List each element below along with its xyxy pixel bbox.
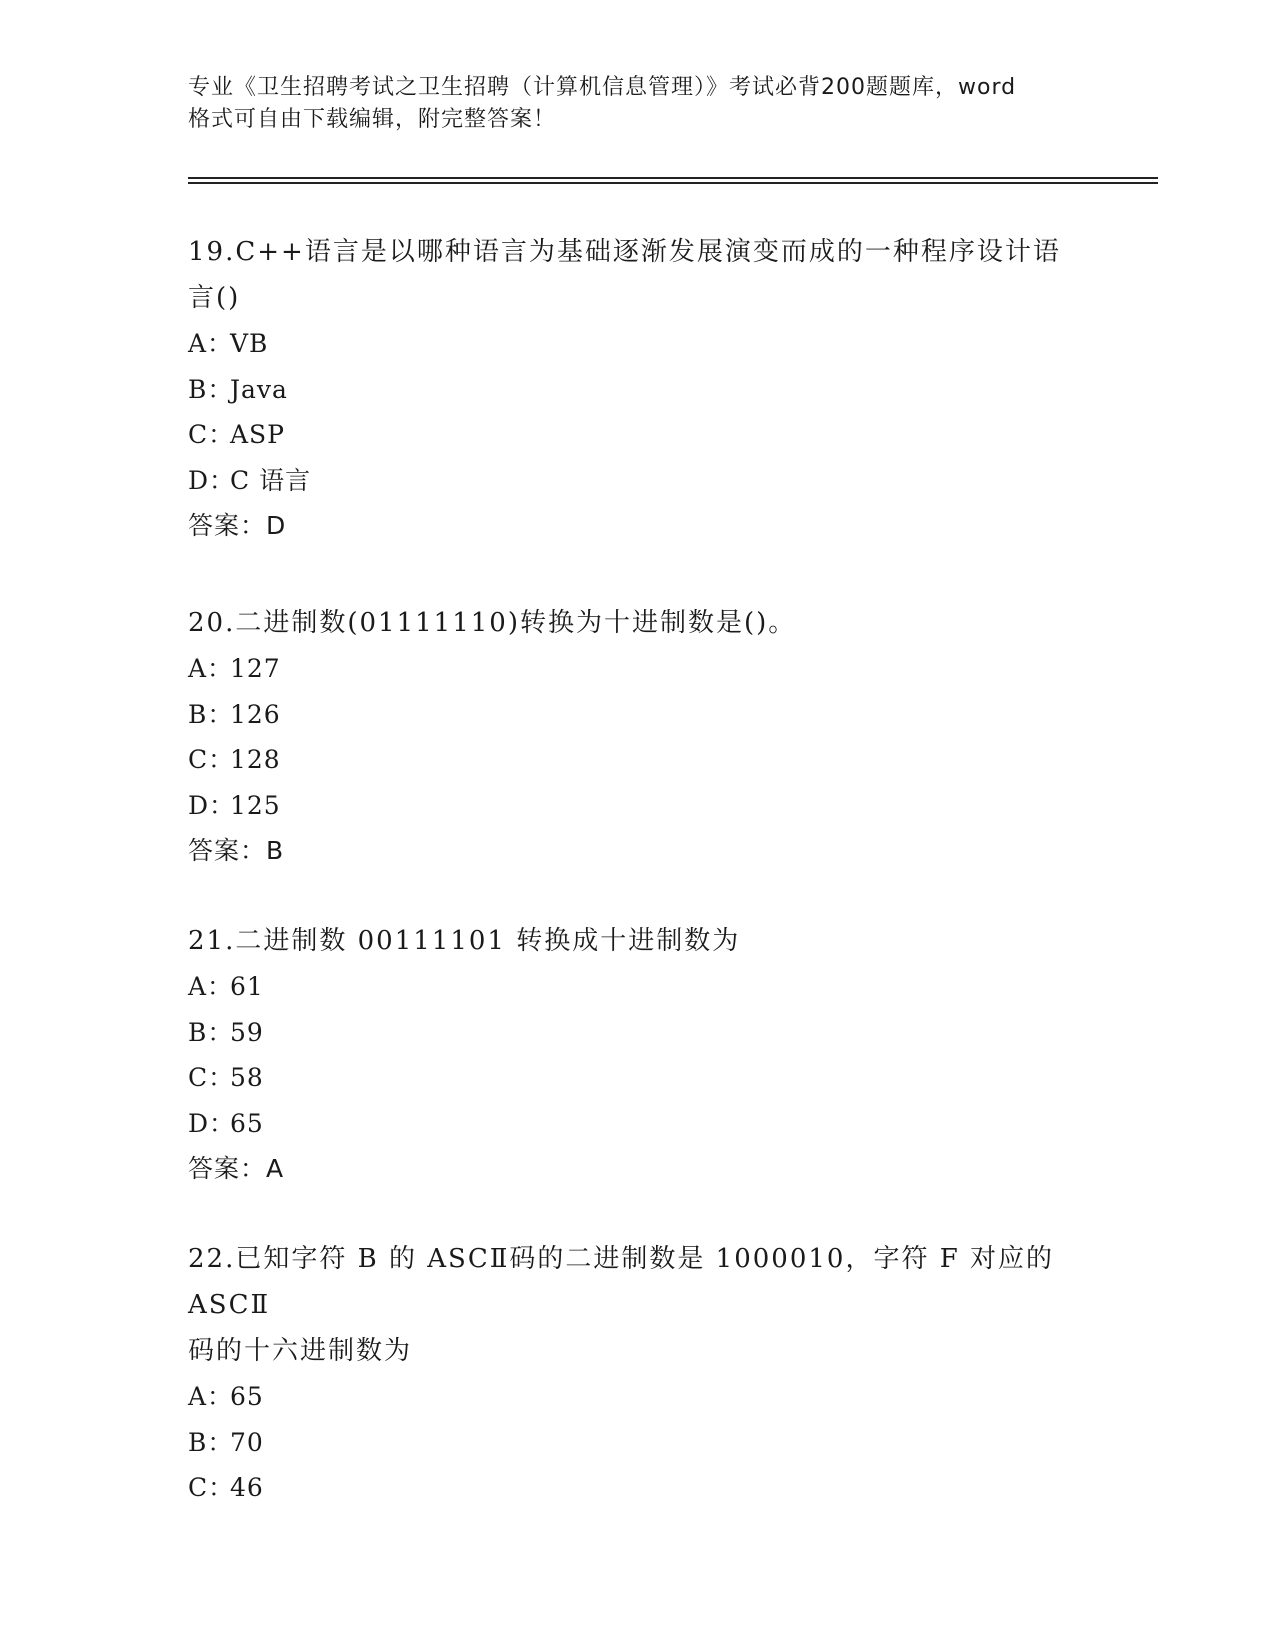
question-number: 20. <box>188 608 236 638</box>
option-text: C 语言 <box>230 465 312 495</box>
option-c <box>188 1055 1088 1101</box>
question-text <box>188 1236 1088 1374</box>
question-number: 22. <box>188 1244 236 1274</box>
option-text: Java <box>230 374 288 404</box>
option-text: 65 <box>230 1382 264 1411</box>
option-text: 128 <box>230 745 281 774</box>
option-b <box>188 692 1088 738</box>
question-number: 19. <box>188 237 236 267</box>
option-a <box>188 321 1088 367</box>
option-c <box>188 412 1088 458</box>
header-line-1: 专业《卫生招聘考试之卫生招聘（计算机信息管理）》考试必背200题题库，word <box>188 75 1017 100</box>
question-text-line-2: 码的十六进制数为 <box>188 1336 413 1366</box>
question-text <box>188 600 1088 646</box>
question-19 <box>188 229 1088 548</box>
option-d <box>188 783 1088 829</box>
header-divider-bottom <box>188 182 1158 184</box>
option-text: 46 <box>230 1473 264 1502</box>
option-b <box>188 1420 1088 1466</box>
option-letter: D： <box>188 790 236 820</box>
option-text: 126 <box>230 699 281 729</box>
option-text: 61 <box>230 972 264 1001</box>
option-letter: B： <box>188 1017 234 1047</box>
option-letter: C： <box>188 420 235 449</box>
question-text-line-1: 二进制数 00111101 转换成十进制数为 <box>235 926 741 956</box>
question-text-line-1: 已知字符 B 的 ASCⅡ码的二进制数是 1000010，字符 F 对应的 ASCⅡ <box>188 1244 1055 1320</box>
option-a <box>188 1374 1088 1420</box>
question-text-line-1: 二进制数(01111110)转换为十进制数是()。 <box>235 608 797 638</box>
option-text: VB <box>230 329 269 358</box>
question-21 <box>188 918 1088 1191</box>
header-line-2: 格式可自由下载编辑，附完整答案！ <box>188 107 557 132</box>
answer-line: 答案：A <box>188 1154 285 1183</box>
option-letter: A： <box>188 972 234 1001</box>
answer-line: 答案：B <box>188 836 285 865</box>
option-letter: B： <box>188 1427 234 1457</box>
option-letter: B： <box>188 374 234 404</box>
option-letter: C： <box>188 1473 235 1502</box>
option-text: ASP <box>230 420 286 449</box>
option-a <box>188 646 1088 692</box>
option-text: 65 <box>230 1108 264 1138</box>
option-text: 59 <box>230 1017 264 1047</box>
header-divider-top <box>188 177 1158 179</box>
option-text: 125 <box>230 790 281 820</box>
option-letter: D： <box>188 1108 236 1138</box>
option-d <box>188 1101 1088 1147</box>
option-d <box>188 458 1088 504</box>
option-b <box>188 367 1088 413</box>
option-c <box>188 1465 1088 1511</box>
option-text: 58 <box>230 1063 264 1092</box>
answer-line: 答案：D <box>188 511 287 540</box>
option-letter: A： <box>188 329 234 358</box>
question-number: 21. <box>188 926 236 956</box>
option-text: 70 <box>230 1427 264 1457</box>
option-c <box>188 737 1088 783</box>
option-letter: C： <box>188 1063 235 1092</box>
option-a <box>188 964 1088 1010</box>
option-text: 127 <box>230 654 281 683</box>
option-letter: B： <box>188 699 234 729</box>
question-22 <box>188 1236 1088 1511</box>
document-header <box>188 72 1088 136</box>
option-letter: C： <box>188 745 235 774</box>
question-text <box>188 918 1088 964</box>
option-b <box>188 1010 1088 1056</box>
option-letter: A： <box>188 1382 234 1411</box>
question-text <box>188 229 1088 321</box>
question-text-line-2: 言() <box>188 283 241 313</box>
question-20 <box>188 600 1088 873</box>
option-letter: D： <box>188 465 236 495</box>
option-letter: A： <box>188 654 234 683</box>
question-text-line-1: C++语言是以哪种语言为基础逐渐发展演变而成的一种程序设计语 <box>235 237 1061 267</box>
